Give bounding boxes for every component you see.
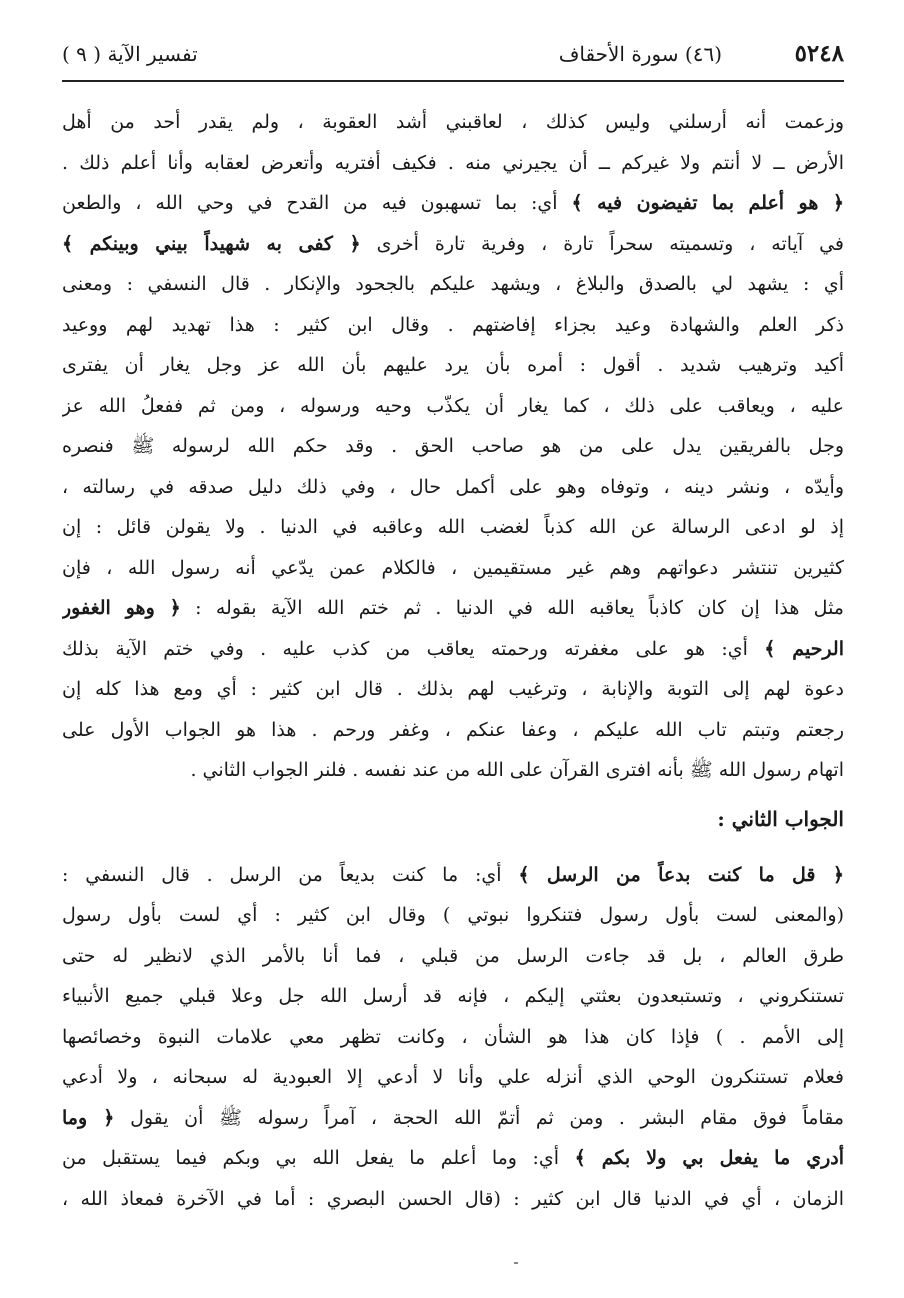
text-line: (والمعنى لست بأول رسول فتنكروا نبوتي ) وقال ابن كثير : أي لست بأول رسول [62, 904, 844, 926]
text-line: وأيدّه ، ونشر دينه ، وتوفاه وهو على أكمل حال ، وفي ذلك دليل صدقه في رسالته ، [62, 475, 844, 498]
commentary-text: مقاماً فوق مقام البشر . ومن ثم أتمّ الله الحجة ، آمراً رسوله ﷺ أن يقول [130, 1106, 844, 1129]
text-line [62, 183, 844, 224]
text-line: اتهام رسول الله ﷺ بأنه افترى القرآن على الله من عند نفسه . فلنر الجواب الثاني . [190, 759, 844, 781]
header-divider [62, 80, 844, 82]
text-line: كثيرين تنتشر دعواتهم وهم غير مستقيمين ، فالكلام عمن يدّعي أنه رسول الله ، فإن [62, 556, 844, 579]
text-line: ذكر العلم والشهادة وعيد بجزاء إفاضتهم . وقال ابن كثير : هذا تهديد لهم ووعيد [62, 313, 844, 336]
page-header [62, 38, 844, 80]
text-line: دعوة لهم إلى التوبة والإنابة ، وترغيب لهم بذلك . قال ابن كثير : أي ومع هذا كله إن [62, 678, 844, 700]
section-heading: الجواب الثاني : [717, 806, 844, 831]
text-line [62, 224, 844, 265]
text-line: أكيد وترهيب شديد . أقول : أمره بأن يرد عليهم بأن الله عز وجل يغار أن يفترى [62, 354, 844, 376]
text-line: وجل بالفريقين يدل على من هو صاحب الحق . وقد حكم الله لرسوله ﷺ فنصره [62, 435, 844, 457]
tafsir-verse-label: تفسير الآية ( ٩ ) [62, 42, 198, 66]
text-line: فعلام تستنكرون الوحي الذي أنزله علي وأنا لا أدعي إلا العبودية له سبحانه ، ولا أدعي [62, 1066, 844, 1088]
text-line [62, 1138, 844, 1179]
quran-verse: ﴿ وهو الغفور [62, 597, 181, 619]
text-line: عليه ، ويعاقب على ذلك ، كما يغار أن يكذّب وحيه ورسوله ، ومن ثم ففعلُ الله عز [62, 394, 844, 417]
text-line: إلى الأمم . ) فإذا كان هذا هو الشأن ، وكانت تظهر معي علامات النبوة وخصائصها [62, 1025, 844, 1048]
page-number: ٥٢٤٨ [794, 40, 844, 67]
text-line: الأرض ــ لا أنتم ولا غيركم ــ أن يجيرني منه . فكيف أفتريه وأتعرض لعقابه وأنا أعلم ذلك . [62, 151, 844, 174]
quran-verse: ﴿ هو أعلم بما تفيضون فيه ﴾ [571, 192, 844, 214]
text-line: طرق العالم ، بل قد جاءت الرسل من قبلي ، فما أنا بالأمر الذي لانظير له حتى [62, 944, 844, 967]
commentary-text: أي: هو على مغفرته ورحمته يعاقب من كذب عليه . وفي ختم الآية بذلك [62, 637, 748, 660]
page-body [62, 102, 844, 1219]
book-page [62, 38, 844, 1219]
quran-verse: أدري ما يفعل بي ولا بكم ﴾ [574, 1147, 844, 1169]
text-line [62, 855, 844, 896]
sura-title: (٤٦) سورة الأحقاف [558, 42, 722, 66]
text-line: الزمان ، أي في الدنيا قال ابن كثير : (قال الحسن البصري : أما في الآخرة فمعاذ الله ، [62, 1187, 844, 1210]
quran-verse: ﴿ وما [62, 1106, 115, 1129]
quran-verse: الرحيم ﴾ [764, 637, 844, 660]
text-line: وزعمت أنه أرسلني وليس كذلك ، لعاقبني أشد العقوبة ، ولم يقدر أحد من أهل [62, 111, 844, 133]
commentary-text: أي: بما تسهبون فيه من القدح في وحي الله ، والطعن [62, 192, 558, 214]
commentary-text: مثل هذا إن كان كاذباً يعاقبه الله في الدنيا . ثم ختم الله الآية بقوله : [195, 597, 844, 619]
quran-verse: ﴿ قل ما كنت بدعاً من الرسل ﴾ [518, 863, 844, 886]
quran-verse: ﴿ كفى به شهيداً بيني وبينكم ﴾ [62, 232, 361, 255]
text-line [62, 629, 844, 670]
text-line: أي : يشهد لي بالصدق والبلاغ ، ويشهد عليكم بالجحود والإنكار . قال النسفي : ومعنى [62, 273, 844, 295]
text-line: تستنكروني ، وتستبعدون بعثتي إليكم ، فإنه قد أرسل الله جل وعلا قبلي جميع الأنبياء [62, 985, 844, 1007]
text-line [62, 1098, 844, 1139]
text-line: رجعتم وتبتم تاب الله عليكم ، وعفا عنكم ، وغفر ورحم . هذا هو الجواب الأول على [62, 718, 844, 741]
commentary-text: أي: ما كنت بديعاً من الرسل . قال النسفي : [62, 863, 502, 886]
commentary-text: في آياته ، وتسميته سحراً تارة ، وفرية تارة أخرى [376, 232, 844, 255]
text-line [62, 588, 844, 629]
text-line: إذ لو ادعى الرسالة عن الله كذباً لغضب الله وعاقبه في الدنيا . ولا يقولن قائل : إن [62, 516, 844, 538]
footer-mark [514, 1262, 518, 1264]
commentary-text: أي: وما أعلم ما يفعل الله بي وبكم فيما يستقبل من [62, 1147, 560, 1169]
